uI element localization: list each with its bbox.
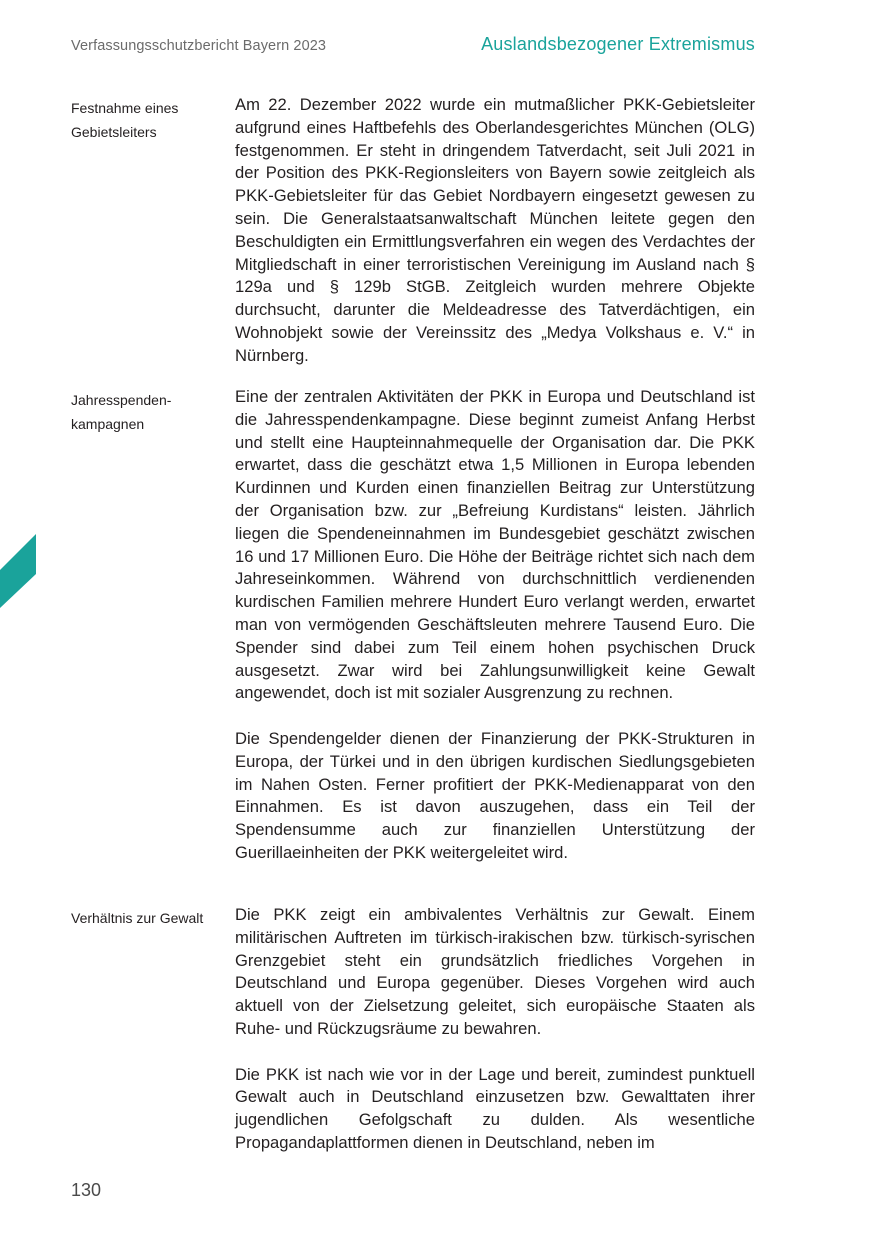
paragraph: Am 22. Dezember 2022 wurde ein mutmaßlicher PKK-Gebietsleiter aufgrund eines Haftbefehls des Oberlandesgerichtes München (OLG) festgenommen. Er steht in dringendem Tatverdacht, seit Juli 2021 in der Position des PKK-Regionsleiters von Bayern sowie zeitgleich als PKK-Gebietsleiter für das Gebiet Nordbayern eingesetzt gewesen zu sein. Die Generalstaatsanwaltschaft München leitete gegen den Beschuldigten ein Ermittlungsverfahren ein wegen des Verdachtes der Mitgliedschaft in einer terroristischen Vereinigung im Ausland nach § 129a und § 129b StGB. Zeitgleich wurden mehrere Objekte durchsucht, darunter die Meldeadresse des Tatverdächtigen, ein Wohnobjekt sowie der Vereinssitz des „Medya Volkshaus e. V.“ in Nürnberg. (235, 95, 755, 365)
running-head-chapter: Auslandsbezogener Extremismus (481, 34, 755, 54)
chapter-marker-shape (0, 534, 36, 608)
paragraph: Die Spendengelder dienen der Finanzierung der PKK-Strukturen in Europa, der Türkei und in den übrigen kurdischen Siedlungsgebieten im Nahen Osten. Ferner profitiert der PKK-Medienapparat von den Einnahmen. Es ist davon auszugehen, dass ein Teil der Spendensumme auch zur finanziellen Unterstützung der Guerillaeinheiten der PKK weitergeleitet wird. (235, 728, 755, 862)
page-number: 130 (71, 1180, 102, 1200)
running-head-publication: Verfassungsschutzbericht Bayern 2023 (71, 38, 327, 54)
margin-note: Festnahme eines Gebietsleiters (71, 100, 179, 140)
paragraph: Die PKK zeigt ein ambivalentes Verhältnis zur Gewalt. Einem militärischen Auftreten im türkisch-irakischen bzw. türkisch-syrischen Grenzgebiet steht ein grundsätzlich friedliches Vorgehen in Deutschland und Europa gegenüber. Dieses Vorgehen wird auch aktuell von der Zielsetzung geleitet, sich europäische Staaten als Ruhe- und Rückzugsräume zu bewahren. (235, 905, 755, 1038)
body-text (235, 904, 755, 1155)
margin-note: Verhältnis zur Gewalt (71, 910, 204, 926)
body-text (235, 94, 755, 368)
body-text (235, 386, 755, 865)
paragraph: Die PKK ist nach wie vor in der Lage und bereit, zumindest punktuell Gewalt auch in Deutschland einzusetzen bzw. Gewalttaten ihrer jugendlichen Gefolgschaft zu dulden. Als wesentliche Propagandaplattformen dienen in Deutschland, neben im (235, 1064, 755, 1152)
margin-note: Jahresspenden-kampagnen (71, 392, 172, 432)
paragraph: Eine der zentralen Aktivitäten der PKK in Europa und Deutschland ist die Jahresspendenkampagne. Diese beginnt zumeist Anfang Herbst und stellt eine Haupteinnahmequelle der Organisation dar. Die PKK erwartet, dass die geschätzt etwa 1,5 Millionen in Europa lebenden Kurdinnen und Kurden einen finanziellen Beitrag zur Unterstützung der Organisation bzw. zur „Befreiung Kurdistans“ leisten. Jährlich liegen die Spendeneinnahmen im Bundesgebiet geschätzt zwischen 16 und 17 Millionen Euro. Die Höhe der Beiträge richtet sich nach dem Jahreseinkommen. Während von durchschnittlich verdienenden kurdischen Familien mehrere Hundert Euro verlangt werden, erwartet man von vermögenden Geschäftsleuten mehrere Tausend Euro. Die Spender sind dabei zum Teil einem hohen psychischen Druck ausgesetzt. Zwar wird bei Zahlungsunwilligkeit keine Gewalt angewendet, doch ist mit sozialer Ausgrenzung zu rechnen. (235, 387, 755, 703)
chapter-marker-tab (0, 534, 36, 608)
